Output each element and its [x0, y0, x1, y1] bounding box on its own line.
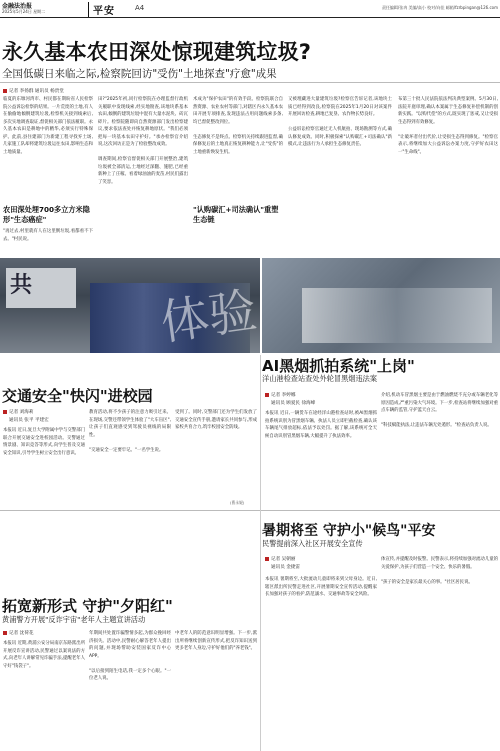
section-divider [0, 510, 500, 511]
story2-subheadline: 洋山港检查站查处外轮冒黑烟违法案 [262, 374, 378, 383]
byline-marker-icon [265, 557, 269, 561]
section-name: 平安 [88, 2, 115, 17]
lead-subheadline: 全国低碳日来临之际,检察院回访"受伤"土地探查"疗愈"成果 [2, 68, 277, 80]
lead-column-1b: "再过去,村里就有人在这里倒垃圾,看都看不下去。"村民说。 [3, 229, 93, 242]
photo-signboard: 共 [6, 268, 76, 308]
story3-column-3: 受到了。同时,交警部门还为学生们发放了交通安全宣传手册,邀请家长共同参与,形成家校共育合力,筑牢校园安全防线。 [175, 410, 257, 430]
story2-byline: 记者 李婷娜 [265, 392, 295, 398]
lead-column-4: 又被埋藏进大量建筑垃圾?检察官告诉记者,该地块土质已经得到改良,检察院在2025年1月20日对该案件开展回访检查,耕地已复垦、农作物长势良好。 公益诉讼检察官通过无人机航拍、现场勘测等方式,确认修复成效。同时,积极探索"认购碳汇+司法确认"新模式,让违法行为人承担生态修复责任。 [288, 97, 392, 147]
story3-column-1: 本报讯 近日,复旦大学附属中学与交警部门联合开展交通安全进校园活动。交警通过情景剧、知识竞答等形式,向学生普及交通安全知识,引导学生树立安全出行意识。 [3, 428, 85, 456]
issue-date: 2025年5月24日 星期二 [2, 9, 46, 14]
story4-column-3: 中老年人的防范意识明显增强。下一步,派出所将继续创新宣传形式,把反诈知识送到更多老年人身边,守护好他们的"养老钱"。 [175, 631, 257, 651]
story5-column-2: 体宣传,并提醒及时报警。民警表示,将持续加强对流动儿童的关爱保护,为孩子们营造一个安全、快乐的暑假。 "孩子的安全是家长最关心的事。"社区居民说。 [381, 557, 498, 585]
story3-column-2: 教育活动,将不少孩子的注意力吸引过来。在现场,交警还带领学生体验了"大车盲区",让孩子们直观感受到驾驶员视线的局限性。 "交通安全一定要牢记。"一名学生说。 [89, 410, 171, 453]
story4-column-1: 本报讯 近期,黄浦公安分局南京东路派出所开展反诈宣讲活动,民警通过以案说法的方式,向老年人讲解常见诈骗手法,提醒老年人守好"钱袋子"。 [3, 641, 85, 669]
lead-column-3: 术成为"保护农田"的有效手段。检察院联合自然资源、农业农村等部门,对辖区内永久基本农田开展专项排查,发现违法占用问题线索多条,均已督促整改到位。 生态修复不是终点。检察机关持续跟进监督,确保修复后的土地真正恢复耕种能力,让"受伤"的土地重新焕发生机。 [193, 97, 283, 155]
lead-subhead-2: "认购碳汇+司法确认"重塑生态链 [193, 205, 279, 224]
story2-column-1: 本报讯 近日,一辆货车在途经洋山港检查站时,被AI黑烟抓拍系统识别为冒黑烟车辆。执法人员立即拦截检查,确认该车辆尾气排放超标,依法予以处罚。据了解,该系统可全天候自动识别冒黑烟车辆,大幅提升了执法效率。 [265, 411, 377, 439]
byline-marker-icon [3, 410, 7, 414]
story3-headline: 交通安全"快闪"进校园 [2, 387, 153, 405]
story5-byline: 记者 吴朝丽 [265, 556, 295, 562]
story5-byline-2: 通讯员 金捷雷 [271, 565, 301, 570]
story3-author: (曹永妮) [230, 500, 245, 505]
story2-headline: AI黑烟抓拍系统"上岗" [262, 357, 415, 375]
page-number: A4 [135, 4, 145, 12]
lead-photo [0, 258, 260, 353]
photo-vehicles [302, 288, 492, 343]
byline-marker-icon [3, 631, 7, 635]
column-divider [260, 355, 261, 751]
byline-marker-icon [3, 89, 7, 93]
lead-column-1: 临夏的东塬河湾市、村民都在期盼省人民检察院公益诉讼检察的结果。一片荒废的土地,有人在偷偷地倾倒建筑垃圾,检察机关接到线索后,多次实地调查取证,督促相关部门依法履职。永久基本农田是耕地中的精华,必须实行特殊保护。此前,县住建部门为新建工程寻找弃土场,几家施工队却将建筑垃圾运往农田,影响生态和土地质量。 [3, 97, 93, 155]
story4-headline: 拓宽新形式 守护"夕阳红" [2, 597, 173, 615]
story5-subheadline: 民警提前深入社区开展安全宣传 [262, 539, 363, 548]
lead-byline: 记者 李扬群 通讯员 杨贵堂 [3, 88, 64, 94]
lead-divider [0, 82, 500, 83]
lead-column-2: 田?"2025年初,同行检察院在办理监督行政机关履职中发现线索,经实地勘查,该地块系基本农田,倾倒的建筑垃圾中混有大量水泥块、砖瓦碎片。检察院随即向自然资源部门发出检察建议,要求依法查处并恢复耕地原状。"我们必须把每一块基本农田守护好。"承办检察官介绍说,这次回访正是为了检验整改成效。 调查期间,检察官督促相关部门开展整治,建筑垃圾被全部清运,土地经过深翻、施肥,已经重新种上了庄稼。看着绿油油的麦苗,村民们露出了笑容。 [98, 97, 188, 185]
lead-headline: 永久基本农田深处惊现建筑垃圾? [2, 40, 312, 64]
story2-photo [262, 258, 500, 353]
story4-column-2: 年期间共处置诈骗警情多起,为群众挽回经济损失。活动中,民警耐心解答老年人提出的问题,并现场帮助安装国家反诈中心APP。 "以后接到陌生电话,我一定多个心眼。"一位老人说。 [89, 631, 171, 681]
story2-byline-2: 通讯员 顾爱民 徐海峰 [271, 401, 316, 406]
photo-watermark: 体验 [157, 282, 260, 352]
editor-credits: 责任编辑/张冉 美编/高小 校对/向佳 邮箱/fzrbpingan@126.com [381, 5, 498, 10]
story2-column-2: 介绍,机动车冒黑烟主要是由于燃油燃烧不充分或车辆老化等原因造成,严重污染大气环境。下一步,检查站将继续加强对重点车辆的监管,守护蓝天白云。 "科技赋能执法,让违法车辆无处遁形。"检查站负责人说。 [381, 393, 498, 428]
story3-byline: 记者 刘海莉 [3, 409, 33, 415]
story4-subheadline: 黄浦警方开展"反诈宇宙"老年人主题宣讲活动 [2, 615, 146, 624]
story5-column-1: 本报讯 暑期将至,大批流动儿童即将来到父母身边。近日,辖区派出所民警走进社区,开展暑期安全宣传活动,提醒家长加强对孩子的看护,防范溺水、交通事故等安全风险。 [265, 577, 377, 597]
byline-marker-icon [265, 393, 269, 397]
story5-headline: 暑期将至 守护小"候鸟"平安 [262, 523, 436, 539]
story3-byline-2: 通讯员 张平 平建宏 [9, 418, 49, 423]
masthead [0, 0, 500, 18]
lead-subhead-1: 农田深处埋700多立方米隐形"生态癌症" [3, 205, 90, 224]
newspaper-name: 金融法治报 [2, 3, 33, 10]
story4-byline: 记者 沈荷花 [3, 630, 33, 636]
lead-column-5: 布第三十批人民法院依法判决典型案例。5月30日,法院开庭审理,确认本案属于生态修复补偿机制的创新实践。"以购代偿"的方式,既实现了惩戒,又让受损生态得到有效修复。 "让破坏者付出代价,让受损生态得到修复。"检察官表示,将继续加大公益诉讼办案力度,守护好农田这一"生命线"。 [398, 97, 498, 155]
